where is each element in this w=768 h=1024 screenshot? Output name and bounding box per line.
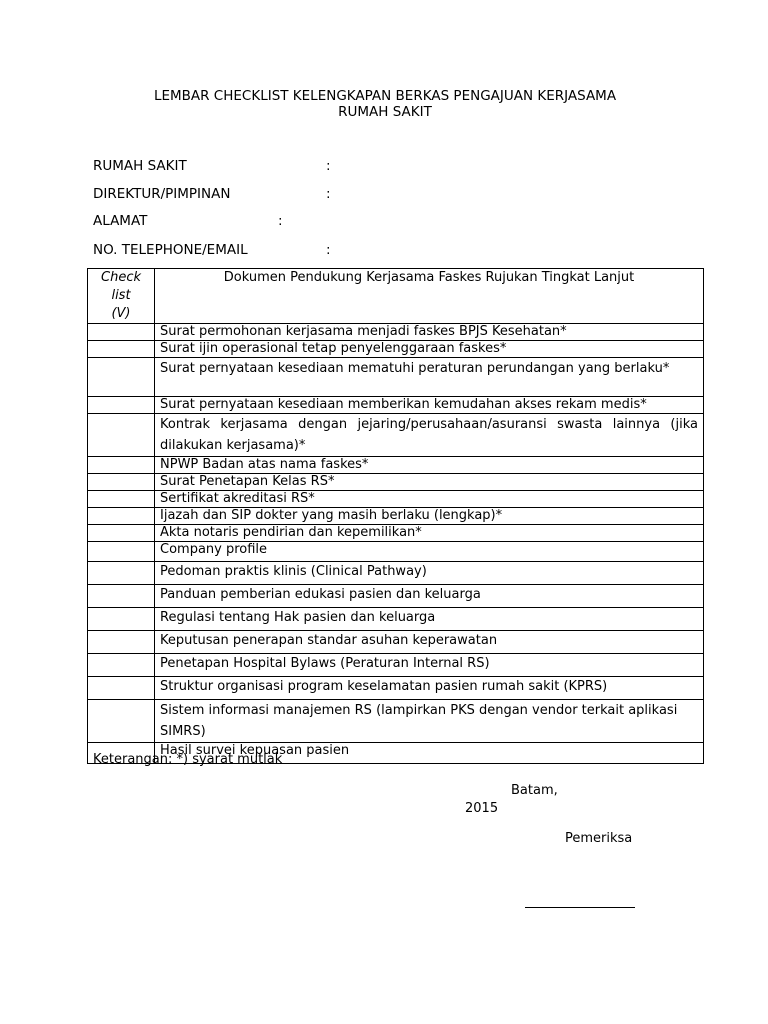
document-cell: Pedoman praktis klinis (Clinical Pathway) [155, 562, 704, 585]
table-row [88, 677, 704, 700]
checkbox-cell[interactable] [88, 700, 155, 743]
table-header-row [88, 269, 704, 324]
table-row [88, 654, 704, 677]
header-check-line: list [111, 288, 131, 303]
checkbox-cell[interactable] [88, 508, 155, 525]
checkbox-cell[interactable] [88, 525, 155, 542]
checkbox-cell[interactable] [88, 654, 155, 677]
table-row [88, 474, 704, 491]
table-row [88, 585, 704, 608]
table-row [88, 491, 704, 508]
document-cell: Regulasi tentang Hak pasien dan keluarga [155, 608, 704, 631]
checkbox-cell[interactable] [88, 358, 155, 397]
field-label-hospital: RUMAH SAKIT [93, 158, 187, 174]
field-label-director: DIREKTUR/PIMPINAN [93, 186, 231, 202]
field-label-address: ALAMAT [93, 213, 148, 229]
document-cell: Hasil survei kepuasan pasien [155, 743, 704, 764]
header-checklist [88, 269, 155, 324]
document-cell: Sertifikat akreditasi RS* [155, 491, 704, 508]
table-row [88, 562, 704, 585]
document-title [90, 88, 680, 120]
checkbox-cell[interactable] [88, 324, 155, 341]
checkbox-cell[interactable] [88, 562, 155, 585]
document-cell: Struktur organisasi program keselamatan pasien rumah sakit (KPRS) [155, 677, 704, 700]
checkbox-cell[interactable] [88, 608, 155, 631]
field-label-phone-email: NO. TELEPHONE/EMAIL [93, 242, 248, 258]
field-colon: : [278, 213, 283, 229]
document-cell: Penetapan Hospital Bylaws (Peraturan Internal RS) [155, 654, 704, 677]
document-cell: Ijazah dan SIP dokter yang masih berlaku (lengkap)* [155, 508, 704, 525]
checkbox-cell[interactable] [88, 585, 155, 608]
checkbox-cell[interactable] [88, 631, 155, 654]
checkbox-cell[interactable] [88, 542, 155, 562]
table-row [88, 341, 704, 358]
table-row [88, 324, 704, 341]
document-cell: Surat ijin operasional tetap penyelenggaraan faskes* [155, 341, 704, 358]
checklist-table [87, 268, 704, 764]
document-cell: Company profile [155, 542, 704, 562]
table-row [88, 631, 704, 654]
table-row [88, 542, 704, 562]
field-colon: : [326, 158, 331, 174]
table-row [88, 358, 704, 397]
field-colon: : [326, 242, 331, 258]
document-cell: Surat permohonan kerjasama menjadi faskes BPJS Kesehatan* [155, 324, 704, 341]
title-line-1: LEMBAR CHECKLIST KELENGKAPAN BERKAS PENGAJUAN KERJASAMA [153, 88, 617, 104]
signature-examiner: Pemeriksa [565, 831, 633, 846]
table-row [88, 608, 704, 631]
document-cell: Keputusan penerapan standar asuhan keperawatan [155, 631, 704, 654]
signature-line [525, 907, 635, 908]
document-cell: Surat Penetapan Kelas RS* [155, 474, 704, 491]
title-line-2: RUMAH SAKIT [338, 104, 432, 120]
checkbox-cell[interactable] [88, 677, 155, 700]
signature-city: Batam, [511, 783, 558, 798]
field-colon: : [326, 186, 331, 202]
document-cell: Kontrak kerjasama dengan jejaring/perusahaan/asuransi swasta lainnya (jika dilakukan kerjasama)* [155, 414, 704, 457]
header-check-line: (V) [111, 306, 131, 321]
document-cell: NPWP Badan atas nama faskes* [155, 457, 704, 474]
checkbox-cell[interactable] [88, 414, 155, 457]
table-row [88, 525, 704, 542]
header-documents: Dokumen Pendukung Kerjasama Faskes Rujukan Tingkat Lanjut [155, 269, 704, 324]
checkbox-cell[interactable] [88, 397, 155, 414]
checkbox-cell[interactable] [88, 341, 155, 358]
table-row [88, 700, 704, 743]
checkbox-cell[interactable] [88, 491, 155, 508]
document-cell: Surat pernyataan kesediaan memberikan kemudahan akses rekam medis* [155, 397, 704, 414]
document-cell: Akta notaris pendirian dan kepemilikan* [155, 525, 704, 542]
document-cell: Panduan pemberian edukasi pasien dan keluarga [155, 585, 704, 608]
table-row [88, 414, 704, 457]
table-row [88, 397, 704, 414]
checkbox-cell[interactable] [88, 474, 155, 491]
footnote: Keterangan: *) syarat mutlak [93, 752, 283, 767]
table-row [88, 508, 704, 525]
document-cell: Sistem informasi manajemen RS (lampirkan PKS dengan vendor terkait aplikasi SIMRS) [155, 700, 704, 743]
checkbox-cell[interactable] [88, 457, 155, 474]
signature-year: 2015 [465, 801, 499, 816]
header-check-line: Check [101, 270, 141, 285]
table-row [88, 457, 704, 474]
document-cell: Surat pernyataan kesediaan mematuhi peraturan perundangan yang berlaku* [155, 358, 704, 397]
